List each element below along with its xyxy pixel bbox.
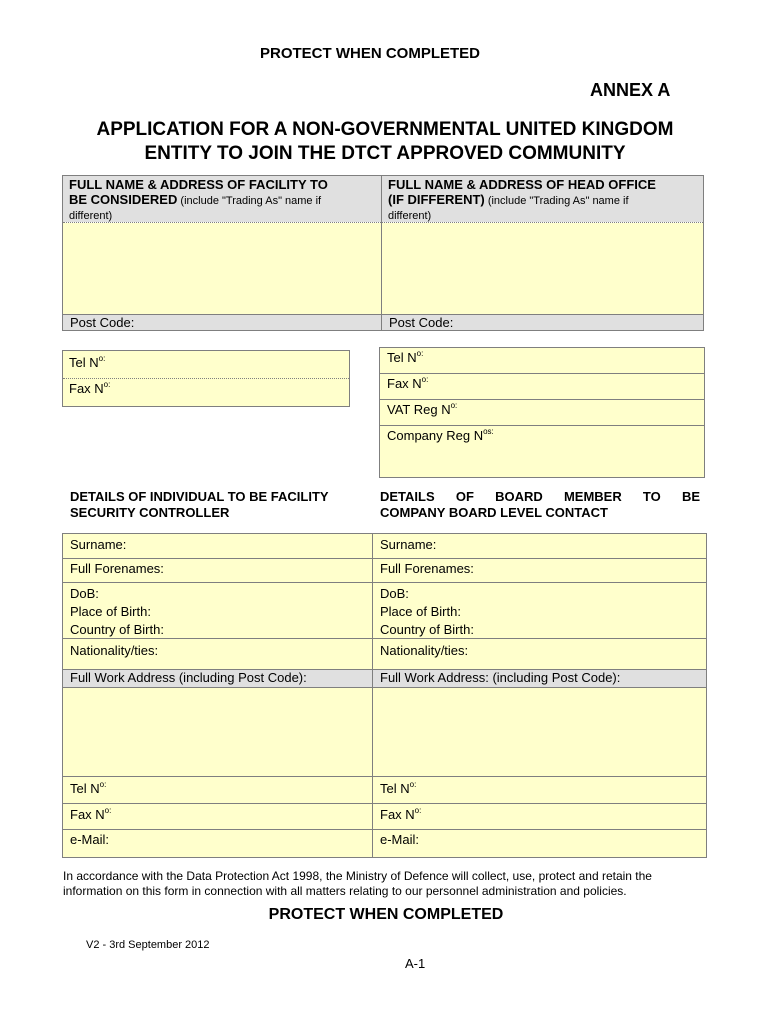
board-tel-field[interactable]: Tel $N^{o:}$ <box>380 780 417 796</box>
facility-header-line1: FULL NAME & ADDRESS OF FACILITY TO <box>69 177 328 192</box>
facility-header-note2: different) <box>69 210 113 222</box>
controller-birth-details <box>63 584 372 636</box>
board-place-of-birth-field[interactable]: Place of Birth: <box>380 604 461 619</box>
board-work-address-label: Full Work Address: (including Post Code): <box>373 670 706 687</box>
controller-place-of-birth-field[interactable]: Place of Birth: <box>70 604 151 619</box>
controller-tel-field[interactable]: Tel $N^{o:}$ <box>70 780 107 796</box>
page-number: A-1 <box>405 956 426 971</box>
head-office-header-note2: different) <box>388 210 432 222</box>
board-work-address-field[interactable] <box>373 688 706 776</box>
head-office-contact-box <box>379 347 705 478</box>
annex-label: ANNEX A <box>590 80 671 100</box>
controller-dob-field[interactable]: DoB: <box>70 586 99 601</box>
board-surname-field[interactable]: Surname: <box>380 537 437 552</box>
board-forenames-field[interactable]: Full Forenames: <box>380 561 474 576</box>
head-office-header-note: (include "Trading As" name if <box>484 195 629 207</box>
form-title <box>40 118 730 166</box>
controller-nationality-field[interactable]: Nationality/ties: <box>70 643 159 658</box>
controller-email-field[interactable]: e-Mail: <box>70 832 110 847</box>
board-contact-heading: DETAILS OF BOARD MEMBER TO BE COMPANY BOARD LEVEL CONTACT <box>380 489 700 520</box>
facility-header-note: (include "Trading As" name if <box>177 195 322 207</box>
head-office-header-line1: FULL NAME & ADDRESS OF HEAD OFFICE <box>388 177 656 192</box>
controller-work-address-field[interactable] <box>63 688 372 776</box>
facility-contact-box <box>62 350 350 407</box>
board-birth-details <box>373 584 706 636</box>
facility-post-code-field[interactable]: Post Code: <box>63 315 381 330</box>
facility-fax-field[interactable]: Fax $N^{o:}$ <box>69 380 111 396</box>
facility-address-field[interactable] <box>63 223 381 314</box>
controller-fax-field[interactable]: Fax $N^{o:}$ <box>70 806 112 822</box>
protect-banner-top: PROTECT WHEN COMPLETED <box>260 45 480 62</box>
board-contact-heading-line1: DETAILS OF BOARD MEMBER TO BE <box>380 489 700 504</box>
head-office-tel-field[interactable]: Tel $N^{o:}$ <box>387 349 424 365</box>
head-office-header-line2: (IF DIFFERENT) <box>388 192 485 207</box>
security-controller-heading: DETAILS OF INDIVIDUAL TO BE FACILITY SECURITY CONTROLLER <box>70 489 329 520</box>
head-office-fax-field[interactable]: Fax $N^{o:}$ <box>387 375 429 391</box>
facility-tel-field[interactable]: Tel $N^{o:}$ <box>69 354 106 370</box>
protect-banner-bottom: PROTECT WHEN COMPLETED <box>268 906 504 923</box>
head-office-address-field[interactable] <box>382 223 703 314</box>
facility-address-header <box>63 176 381 222</box>
facility-header-line2: BE CONSIDERED <box>69 192 178 207</box>
company-reg-field[interactable]: Company Reg $N^{os:}$ <box>387 427 494 443</box>
board-country-of-birth-field[interactable]: Country of Birth: <box>380 622 474 637</box>
form-title-line2: ENTITY TO JOIN THE DTCT APPROVED COMMUNITY <box>144 143 626 164</box>
vat-reg-field[interactable]: VAT Reg $N^{o:}$ <box>387 401 458 417</box>
head-office-post-code-field[interactable]: Post Code: <box>382 315 703 330</box>
data-protection-notice: In accordance with the Data Protection Act 1998, the Ministry of Defence will collect, use, protect and retain the information on this form in connection with all matters relating to our personnel administration and policies. <box>63 869 652 898</box>
head-office-address-header <box>382 176 703 222</box>
controller-work-address-label: Full Work Address (including Post Code): <box>63 670 372 687</box>
form-title-line1: APPLICATION FOR A NON-GOVERNMENTAL UNITED KINGDOM <box>96 119 674 140</box>
controller-forenames-field[interactable]: Full Forenames: <box>70 561 164 576</box>
facility-address-table <box>62 175 704 331</box>
board-nationality-field[interactable]: Nationality/ties: <box>380 643 469 658</box>
board-fax-field[interactable]: Fax $N^{o:}$ <box>380 806 422 822</box>
version-label: V2 - 3rd September 2012 <box>86 939 210 951</box>
board-dob-field[interactable]: DoB: <box>380 586 409 601</box>
board-email-field[interactable]: e-Mail: <box>380 832 420 847</box>
controller-country-of-birth-field[interactable]: Country of Birth: <box>70 622 164 637</box>
controller-surname-field[interactable]: Surname: <box>70 537 127 552</box>
person-details-table <box>62 533 707 858</box>
